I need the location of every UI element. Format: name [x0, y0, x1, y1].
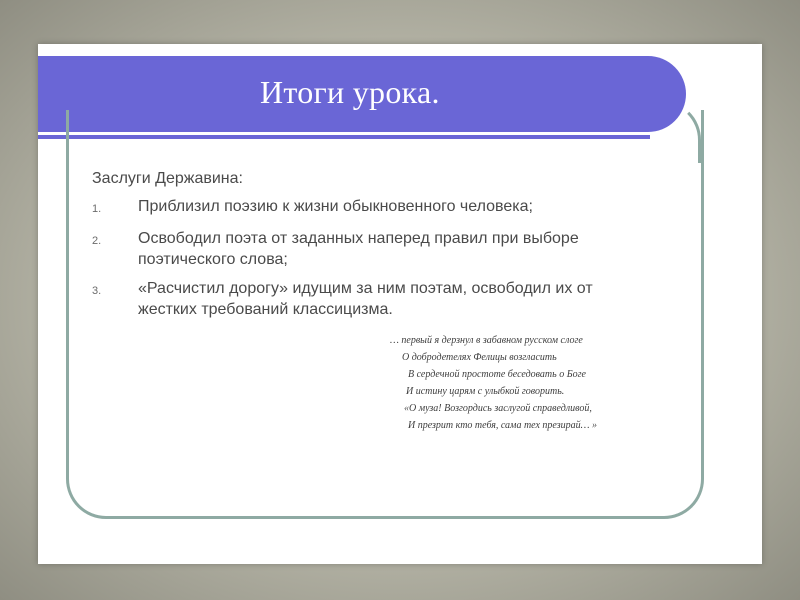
poem-line: В сердечной простоте беседовать о Боге: [408, 369, 586, 380]
list-item: [92, 278, 652, 320]
poem-line: … первый я дерзнул в забавном русском слоге: [390, 335, 583, 346]
slide: [38, 44, 762, 564]
list-number: 2.: [92, 235, 102, 247]
list-text: Освободил поэта от заданных наперед правил при выборе поэтического слова;: [138, 230, 579, 268]
list-number: 1.: [92, 203, 102, 215]
content-area: [92, 170, 652, 328]
merits-list: [92, 196, 652, 320]
poem-line: «О муза! Возгордись заслугой справедливой,: [404, 403, 592, 414]
list-item: [92, 196, 652, 220]
list-text: «Расчистил дорогу» идущим за ним поэтам, освободил их от жестких требований классицизма.: [138, 280, 593, 318]
slide-title: Итоги урока.: [260, 74, 440, 110]
list-text: Приблизил поэзию к жизни обыкновенного человека;: [138, 198, 533, 215]
list-item: [92, 228, 652, 270]
list-number: 3.: [92, 285, 102, 297]
poem-line: И истину царям с улыбкой говорить.: [406, 386, 565, 397]
poem-line: И презрит кто тебя, сама тех презирай… »: [408, 420, 598, 431]
poem-quote: [390, 332, 650, 434]
poem-line: О добродетелях Фелицы возгласить: [402, 352, 557, 363]
merits-heading: Заслуги Державина:: [92, 170, 243, 187]
